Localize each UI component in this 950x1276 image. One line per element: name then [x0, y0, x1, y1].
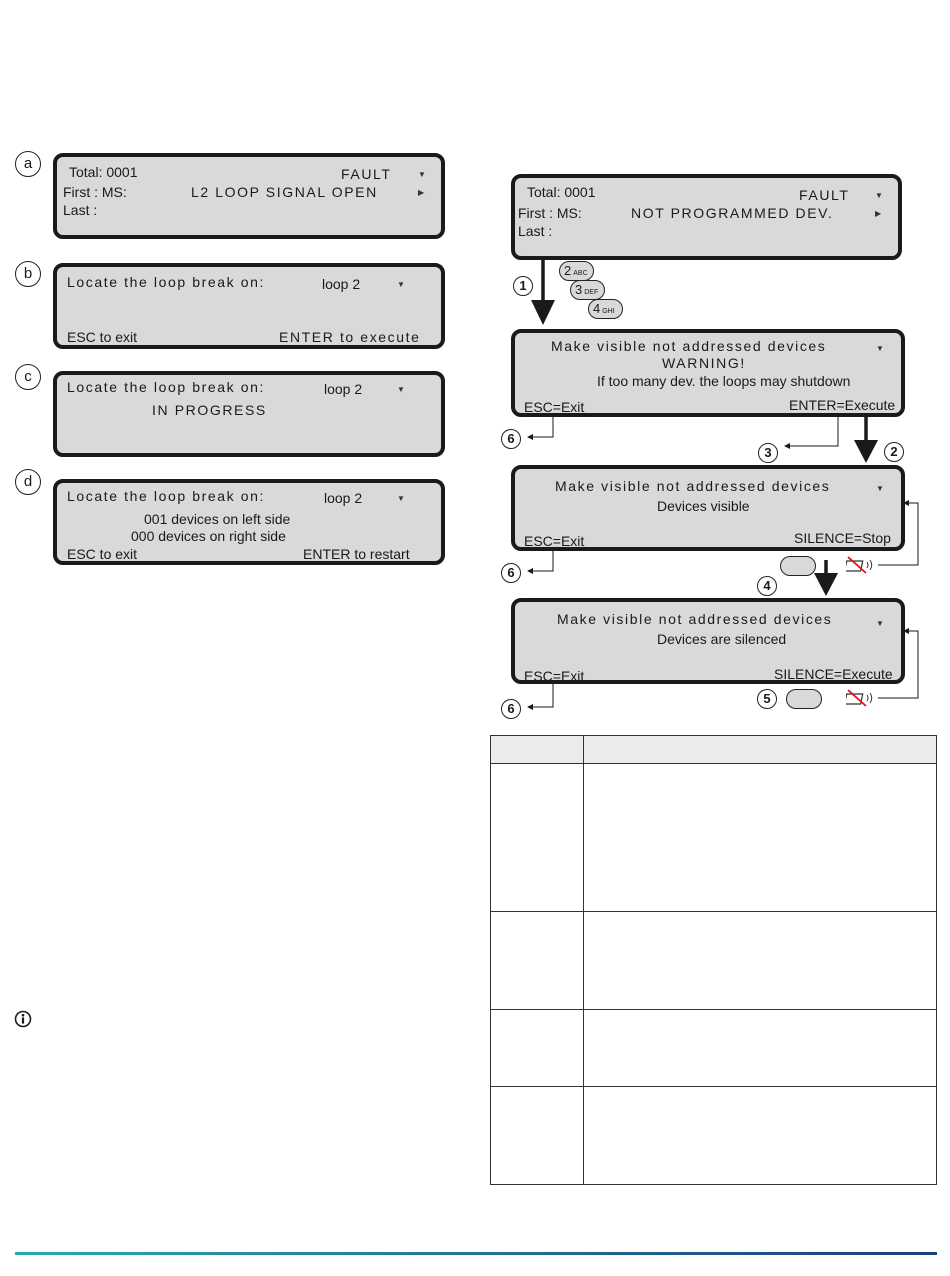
total-count: Total: 0001 [527, 184, 596, 200]
key-digit: 3 [575, 282, 583, 297]
progress-status: IN PROGRESS [152, 402, 267, 418]
table-row [491, 912, 937, 1010]
step-number-1: 1 [513, 276, 533, 296]
lcd-panel-d [53, 479, 445, 565]
status-text: Devices are silenced [657, 631, 787, 647]
table-row [491, 1010, 937, 1087]
status-text: Devices visible [657, 498, 750, 514]
info-circle-icon [14, 1010, 32, 1028]
key-digit: 2 [564, 263, 572, 278]
step-number-5: 5 [757, 689, 777, 709]
chevron-down-icon: ▼ [876, 484, 884, 493]
chevron-down-icon: ▼ [397, 494, 405, 503]
table-cell [491, 1010, 584, 1087]
esc-hint: ESC=Exit [524, 533, 585, 549]
table-cell [584, 1087, 937, 1185]
chevron-right-icon: ▶ [418, 188, 425, 197]
lcd-devices-silenced-screen [511, 598, 905, 684]
total-count: Total: 0001 [69, 164, 138, 180]
enter-hint: ENTER=Execute [789, 397, 896, 413]
key-letters: DEF [584, 289, 599, 296]
chevron-down-icon: ▼ [397, 385, 405, 394]
esc-hint: ESC to exit [67, 329, 138, 345]
table-row [491, 1087, 937, 1185]
warning-note: If too many dev. the loops may shutdown [597, 373, 851, 389]
loop-value: loop 2 [322, 276, 361, 292]
step-number-6: 6 [501, 563, 521, 583]
table-cell [584, 764, 937, 912]
enter-hint: ENTER to execute [279, 329, 421, 345]
step-marker-a: a [15, 151, 41, 177]
step-number-6: 6 [501, 429, 521, 449]
step-marker-d: d [15, 469, 41, 495]
step-marker-b: b [15, 261, 41, 287]
table-cell [491, 912, 584, 1010]
speaker-muted-icon [846, 555, 876, 575]
chevron-down-icon: ▼ [418, 170, 426, 179]
key-letters: ABC [573, 270, 588, 277]
step-marker-c: c [15, 364, 41, 390]
fault-message: NOT PROGRAMMED DEV. [631, 205, 834, 221]
lcd-devices-visible-screen [511, 465, 905, 551]
chevron-down-icon: ▼ [876, 619, 884, 628]
step-number-3: 3 [758, 443, 778, 463]
fault-message: L2 LOOP SIGNAL OPEN [191, 184, 378, 200]
left-side-count: 001 devices on left side [144, 511, 291, 527]
key-2[interactable] [559, 261, 594, 281]
silence-hint: SILENCE=Execute [774, 666, 893, 682]
prompt-text: Locate the loop break on: [67, 274, 266, 290]
menu-title: Make visible not addressed devices [555, 478, 831, 494]
footer-divider [15, 1252, 937, 1255]
silence-hint: SILENCE=Stop [794, 530, 891, 546]
chevron-down-icon: ▼ [876, 344, 884, 353]
lcd-warning-screen [511, 329, 905, 417]
loop-value: loop 2 [324, 381, 363, 397]
table-cell [491, 764, 584, 912]
prompt-text: Locate the loop break on: [67, 379, 266, 395]
table-row [491, 764, 937, 912]
step-number-4: 4 [757, 576, 777, 596]
status-label: FAULT [341, 166, 392, 182]
esc-hint: ESC=Exit [524, 668, 585, 684]
table-cell [584, 912, 937, 1010]
key-letters: GHI [602, 308, 615, 315]
enter-hint: ENTER to restart [303, 546, 410, 562]
lcd-panel-a [53, 153, 445, 239]
esc-hint: ESC=Exit [524, 399, 585, 415]
menu-title: Make visible not addressed devices [551, 338, 827, 354]
lcd-panel-c [53, 371, 445, 457]
table-cell [491, 1087, 584, 1185]
chevron-down-icon: ▼ [875, 191, 883, 200]
table-header-row [491, 736, 937, 764]
table-cell [584, 736, 937, 764]
esc-hint: ESC to exit [67, 546, 138, 562]
first-label: First : MS: [63, 184, 127, 200]
lcd-panel-b [53, 263, 445, 349]
speaker-muted-icon [846, 688, 876, 708]
warning-label: WARNING! [662, 355, 746, 371]
menu-title: Make visible not addressed devices [557, 611, 833, 627]
loop-value: loop 2 [324, 490, 363, 506]
chevron-right-icon: ▶ [875, 209, 882, 218]
key-4[interactable] [588, 299, 623, 319]
silence-button[interactable] [786, 689, 822, 709]
silence-button[interactable] [780, 556, 816, 576]
table-cell [584, 1010, 937, 1087]
step-number-6: 6 [501, 699, 521, 719]
right-side-count: 000 devices on right side [131, 528, 286, 544]
key-digit: 4 [593, 301, 601, 316]
table-cell [491, 736, 584, 764]
first-label: First : MS: [518, 205, 582, 221]
step-number-2: 2 [884, 442, 904, 462]
last-label: Last : [518, 223, 553, 239]
lcd-fault-screen [511, 174, 902, 260]
key-3[interactable] [570, 280, 605, 300]
prompt-text: Locate the loop break on: [67, 488, 266, 504]
last-label: Last : [63, 202, 98, 218]
chevron-down-icon: ▼ [397, 280, 405, 289]
status-label: FAULT [799, 187, 850, 203]
steps-table [490, 735, 937, 1185]
